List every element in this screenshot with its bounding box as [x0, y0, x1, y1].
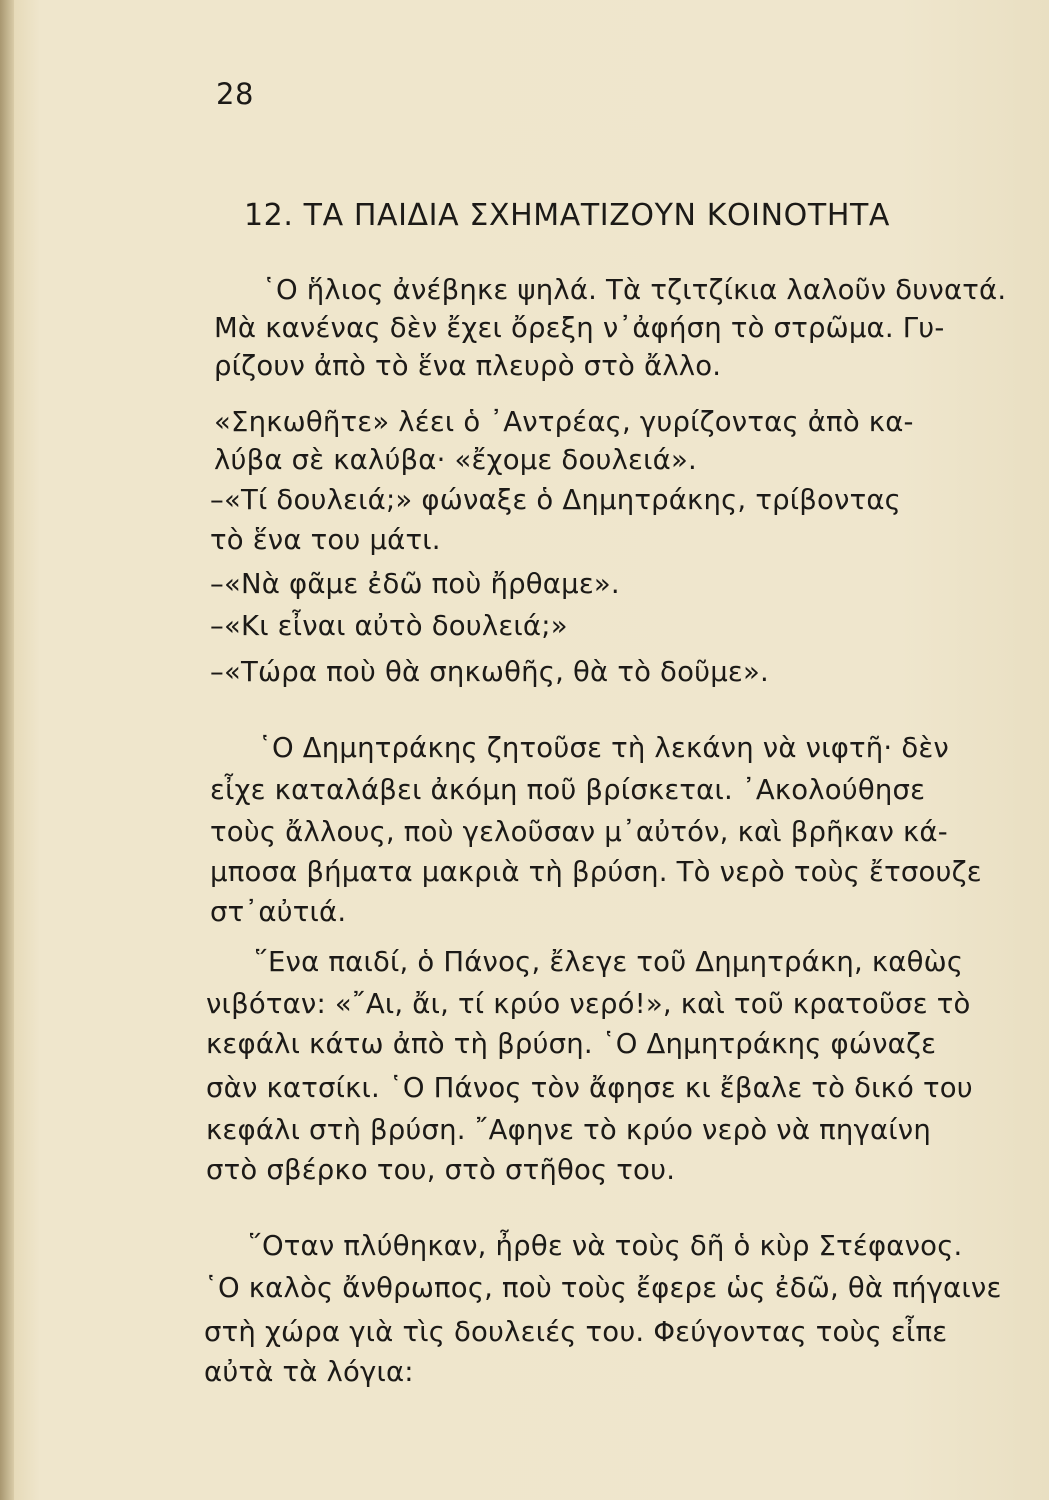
- text-line: λύβα σὲ καλύβα· «ἔχομε δουλειά».: [214, 444, 697, 476]
- text-line: –«Κι εἶναι αὐτὸ δουλειά;»: [210, 610, 568, 642]
- text-line: ῾Ο ἥλιος ἀνέβηκε ψηλά. Τὰ τζιτζίκια λαλοῦν δυνατά.: [262, 274, 1007, 306]
- text-line: τὸ ἕνα του μάτι.: [210, 524, 441, 556]
- text-line: στ᾿αὐτιά.: [210, 896, 347, 928]
- text-line: στὸ σβέρκο του, στὸ στῆθος του.: [206, 1154, 676, 1186]
- text-line: Μὰ κανένας δὲν ἔχει ὄρεξη ν᾿ἀφήση τὸ στρῶμα. Γυ-: [214, 312, 945, 344]
- text-line: ῾Ο καλὸς ἄνθρωπος, ποὺ τοὺς ἔφερε ὡς ἐδῶ, θὰ πήγαινε: [204, 1272, 1002, 1304]
- text-line: –«Τί δουλειά;» φώναξε ὁ Δημητράκης, τρίβοντας: [210, 484, 901, 516]
- text-line: αὐτὰ τὰ λόγια:: [204, 1356, 414, 1388]
- chapter-title: 12. ΤΑ ΠΑΙΔΙΑ ΣΧΗΜΑΤΙΖΟΥΝ ΚΟΙΝΟΤΗΤΑ: [244, 198, 891, 233]
- text-line: ῾Ο Δημητράκης ζητοῦσε τὴ λεκάνη νὰ νιφτῆ· δὲν: [258, 732, 949, 764]
- text-line: κεφάλι στὴ βρύση. ῎Αφηνε τὸ κρύο νερὸ νὰ πηγαίνη: [206, 1114, 932, 1146]
- text-line: –«Νὰ φᾶμε ἐδῶ ποὺ ἤρθαμε».: [210, 568, 620, 600]
- text-line: σὰν κατσίκι. ῾Ο Πάνος τὸν ἄφησε κι ἔβαλε τὸ δικό του: [206, 1072, 973, 1104]
- text-line: μποσα βήματα μακριὰ τὴ βρύση. Τὸ νερὸ τοὺς ἔτσουζε: [210, 856, 982, 888]
- book-spine-edge: [0, 0, 14, 1500]
- text-line: τοὺς ἄλλους, ποὺ γελοῦσαν μ᾿αὐτόν, καὶ βρῆκαν κά-: [210, 816, 948, 848]
- text-line: κεφάλι κάτω ἀπὸ τὴ βρύση. ῾Ο Δημητράκης φώναζε: [206, 1028, 937, 1060]
- text-line: εἶχε καταλάβει ἀκόμη ποῦ βρίσκεται. ᾿Ακολούθησε: [210, 774, 926, 806]
- text-line: «Σηκωθῆτε» λέει ὁ ᾿Αντρέας, γυρίζοντας ἀπὸ κα-: [214, 406, 914, 438]
- text-line: ῞Οταν πλύθηκαν, ἦρθε νὰ τοὺς δῆ ὁ κὺρ Στέφανος.: [248, 1230, 963, 1262]
- text-line: –«Τώρα ποὺ θὰ σηκωθῆς, θὰ τὸ δοῦμε».: [210, 656, 769, 688]
- text-line: νιβόταν: «῎Αι, ἄι, τί κρύο νερό!», καὶ τοῦ κρατοῦσε τὸ: [206, 988, 971, 1020]
- text-line: ῞Ενα παιδί, ὁ Πάνος, ἔλεγε τοῦ Δημητράκη, καθὼς: [254, 946, 964, 978]
- text-line: ρίζουν ἀπὸ τὸ ἕνα πλευρὸ στὸ ἄλλο.: [214, 350, 722, 382]
- page-number: 28: [216, 77, 254, 111]
- text-line: στὴ χώρα γιὰ τὶς δουλειές του. Φεύγοντας τοὺς εἶπε: [204, 1316, 948, 1348]
